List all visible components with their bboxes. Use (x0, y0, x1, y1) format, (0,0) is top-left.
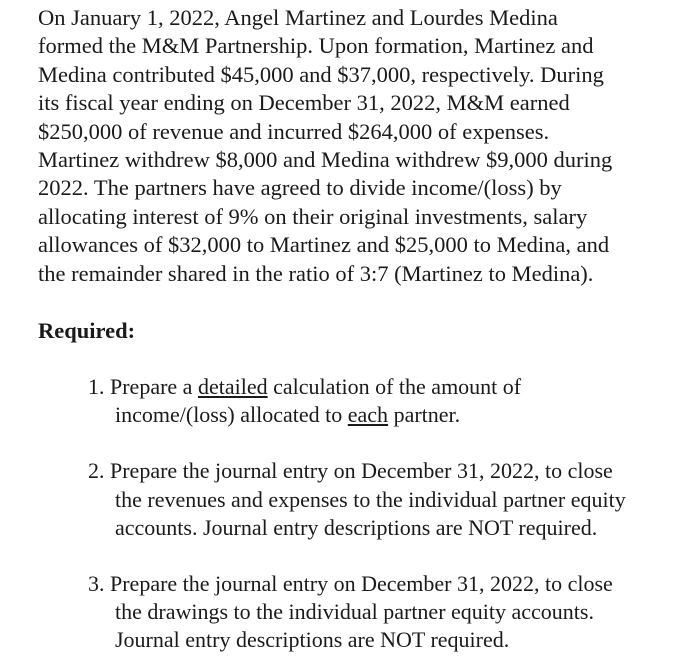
intro-line: allowances of $32,000 to Martinez and $25,000 to Medina, and (38, 232, 610, 258)
task-line: the drawings to the individual partner equity accounts. (115, 599, 594, 625)
intro-line: allocating interest of 9% on their original investments, salary (38, 203, 588, 229)
task-text: income/(loss) allocated to (115, 402, 348, 428)
task-text: Prepare a (110, 374, 198, 400)
task-item-2 (88, 457, 678, 542)
intro-line: On January 1, 2022, Angel Martinez and Lourdes Medina (38, 5, 558, 30)
task-line: accounts. Journal entry descriptions are NOT required. (115, 514, 598, 540)
problem-document (38, 4, 678, 655)
intro-line: its fiscal year ending on December 31, 2022, M&M earned (38, 90, 570, 116)
task-line: the revenues and expenses to the individual partner equity (115, 486, 626, 512)
task-line (88, 373, 678, 401)
emphasis-detailed: detailed (197, 374, 268, 400)
intro-line: $250,000 of revenue and incurred $264,000 of expenses. (38, 118, 550, 144)
intro-line: Medina contributed $45,000 and $37,000, respectively. During (38, 61, 604, 87)
required-heading: Required: (38, 318, 136, 344)
task-item-3 (88, 570, 678, 655)
task-text: partner. (388, 402, 461, 428)
intro-line: Martinez withdrew $8,000 and Medina withdrew $9,000 during (38, 147, 613, 173)
emphasis-each: each (347, 402, 389, 428)
task-line (88, 457, 678, 485)
intro-paragraph (38, 4, 678, 288)
intro-line: the remainder shared in the ratio of 3:7 (Martinez to Medina). (38, 260, 594, 286)
task-line (88, 570, 678, 598)
task-number: 3. (88, 571, 105, 597)
task-text: calculation of the amount of (267, 374, 522, 400)
task-text: Prepare the journal entry on December 31, 2022, to close (110, 458, 613, 484)
intro-line: formed the M&M Partnership. Upon formation, Martinez and (38, 33, 594, 59)
task-item-1 (88, 373, 678, 429)
intro-line: 2022. The partners have agreed to divide income/(loss) by (38, 175, 562, 201)
task-number: 1. (88, 374, 105, 400)
task-text: Prepare the journal entry on December 31, 2022, to close (110, 571, 613, 597)
task-line (88, 401, 678, 429)
task-number: 2. (88, 458, 105, 484)
task-line: Journal entry descriptions are NOT required. (115, 627, 510, 653)
task-list (38, 373, 678, 655)
